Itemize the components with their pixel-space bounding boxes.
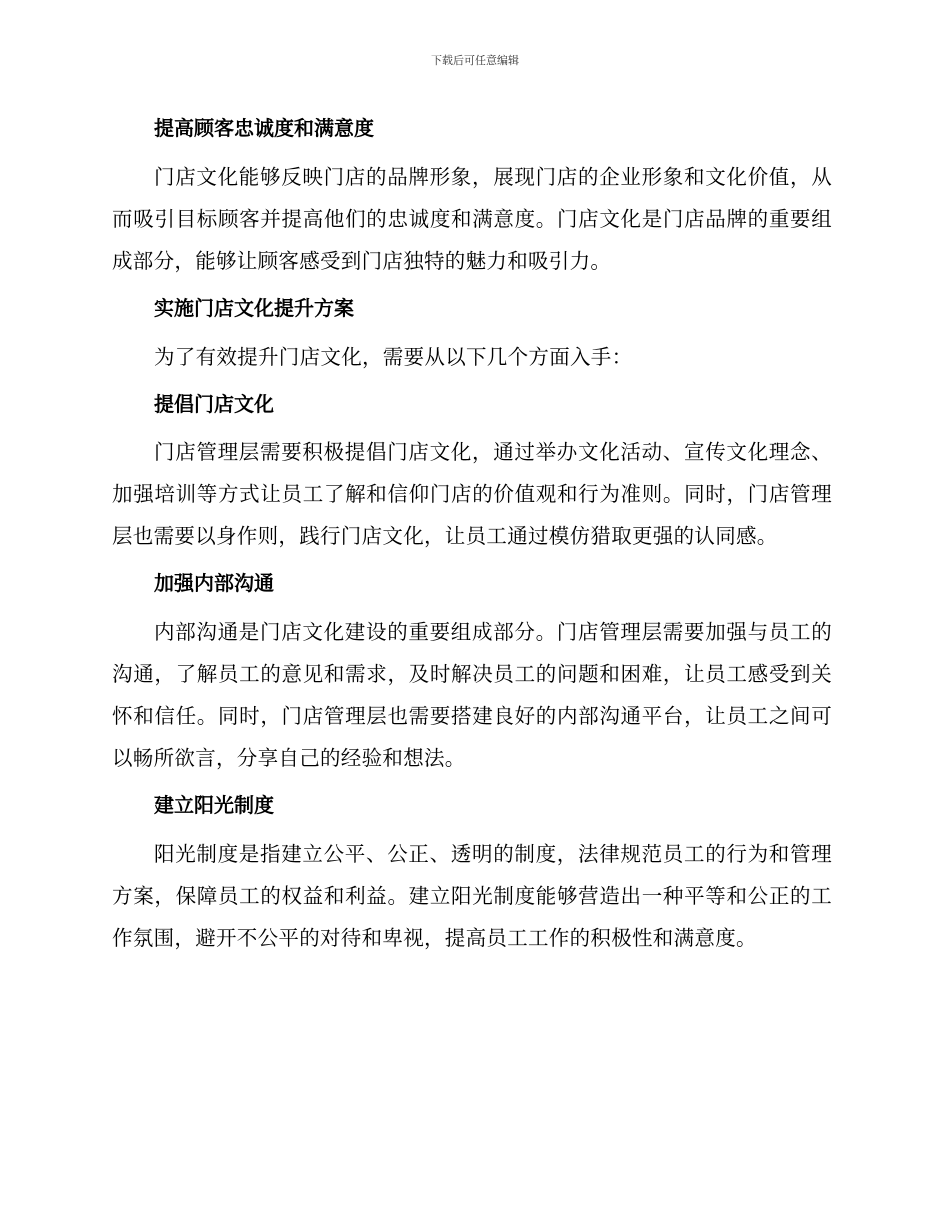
section-heading-promote-culture: 提倡门店文化 bbox=[154, 392, 274, 416]
section-heading-implementation-plan: 实施门店文化提升方案 bbox=[154, 296, 354, 320]
section-heading-transparent-system: 建立阳光制度 bbox=[154, 793, 274, 817]
document-body bbox=[112, 112, 832, 959]
section-paragraph-transparent-system: 阳光制度是指建立公平、公正、透明的制度，法律规范员工的行为和管理方案，保障员工的权益和利益。建立阳光制度能够营造出一种平等和公正的工作氛围，避开不公平的对待和卑视，提高员工工作的积极性和满意度。 bbox=[112, 842, 832, 950]
section-paragraph-customer-loyalty: 门店文化能够反映门店的品牌形象，展现门店的企业形象和文化价值，从而吸引目标顾客并提高他们的忠诚度和满意度。门店文化是门店品牌的重要组成部分，能够让顾客感受到门店独特的魅力和吸引力。 bbox=[112, 165, 832, 273]
page-header: 下载后可任意编辑 bbox=[431, 54, 519, 67]
section-paragraph-promote-culture: 门店管理层需要积极提倡门店文化，通过举办文化活动、宣传文化理念、加强培训等方式让员工了解和信仰门店的价值观和行为准则。同时，门店管理层也需要以身作则，践行门店文化，让员工通过模仿猎取更强的认同感。 bbox=[112, 440, 832, 548]
section-heading-internal-communication: 加强内部沟通 bbox=[154, 571, 274, 595]
section-heading-customer-loyalty: 提高顾客忠诚度和满意度 bbox=[154, 116, 374, 140]
section-paragraph-internal-communication: 内部沟通是门店文化建设的重要组成部分。门店管理层需要加强与员工的沟通，了解员工的意见和需求，及时解决员工的问题和困难，让员工感受到关怀和信任。同时，门店管理层也需要搭建良好的内部沟通平台，让员工之间可以畅所欲言，分享自己的经验和想法。 bbox=[112, 620, 832, 770]
section-paragraph-implementation-plan: 为了有效提升门店文化，需要从以下几个方面入手： bbox=[154, 345, 633, 369]
